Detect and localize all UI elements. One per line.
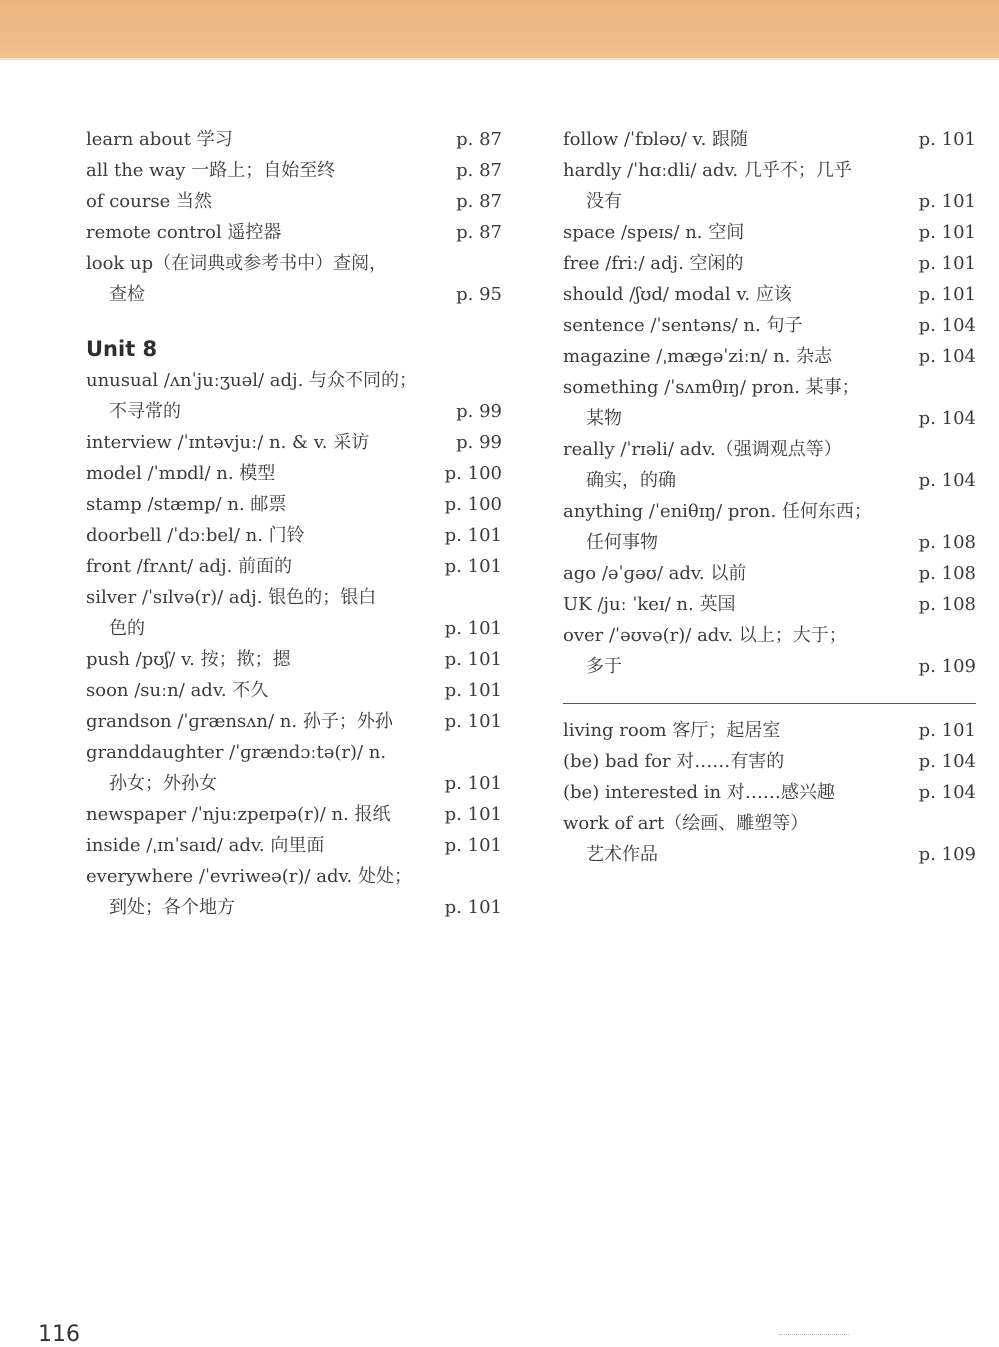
glossary-entry xyxy=(563,715,976,746)
page-reference: p. 104 xyxy=(918,470,976,491)
glossary-entry xyxy=(86,186,502,217)
right-column xyxy=(563,124,976,870)
entry-line xyxy=(563,839,976,870)
page-reference: p. 101 xyxy=(918,720,976,741)
glossary-entry xyxy=(86,830,502,861)
glossary-entry xyxy=(86,520,502,551)
entry-text: silver /ˈsɪlvə(r)/ adj. 银色的；银白 xyxy=(86,587,377,608)
entry-text: remote control 遥控器 xyxy=(86,222,282,243)
entry-line xyxy=(563,186,976,217)
entry-line xyxy=(86,458,502,489)
entry-text: doorbell /ˈdɔːbel/ n. 门铃 xyxy=(86,525,305,546)
entry-text: really /ˈrɪəli/ adv.（强调观点等） xyxy=(563,439,842,460)
glossary-entry xyxy=(563,808,976,870)
entry-text: everywhere /ˈevriweə(r)/ adv. 处处； xyxy=(86,866,412,887)
entry-line xyxy=(563,217,976,248)
page-reference: p. 104 xyxy=(918,408,976,429)
entry-line xyxy=(563,651,976,682)
entry-line xyxy=(86,737,502,768)
unit-heading: Unit 8 xyxy=(86,337,158,361)
entry-line xyxy=(563,746,976,777)
entry-line xyxy=(563,558,976,589)
page-reference: p. 101 xyxy=(444,649,502,670)
entry-text: 没有 xyxy=(586,191,622,212)
left-column xyxy=(86,124,502,923)
page-reference: p. 101 xyxy=(918,191,976,212)
glossary-entry xyxy=(563,341,976,372)
entry-line xyxy=(86,799,502,830)
entry-line xyxy=(86,489,502,520)
glossary-entry xyxy=(86,365,502,427)
entry-line xyxy=(86,675,502,706)
entry-line xyxy=(86,155,502,186)
page-reference: p. 87 xyxy=(456,160,502,181)
entry-line xyxy=(86,644,502,675)
entry-line xyxy=(563,372,976,403)
page-reference: p. 101 xyxy=(918,222,976,243)
page-reference: p. 101 xyxy=(444,773,502,794)
entry-line xyxy=(86,365,502,396)
glossary-entry xyxy=(86,737,502,799)
entry-line xyxy=(86,830,502,861)
entry-line xyxy=(563,155,976,186)
left-pre-entries xyxy=(86,124,502,310)
entry-line xyxy=(86,861,502,892)
glossary-entry xyxy=(563,496,976,558)
entry-text: over /ˈəʊvə(r)/ adv. 以上；大于； xyxy=(563,625,847,646)
entry-text: ago /əˈɡəʊ/ adv. 以前 xyxy=(563,563,747,584)
entry-text: push /pʊʃ/ v. 按；揿；摁 xyxy=(86,649,291,670)
glossary-entry xyxy=(563,217,976,248)
page-reference: p. 101 xyxy=(918,284,976,305)
entry-line xyxy=(563,527,976,558)
entry-text: (be) interested in 对……感兴趣 xyxy=(563,782,835,803)
page-reference: p. 108 xyxy=(918,532,976,553)
glossary-entry xyxy=(86,217,502,248)
glossary-entry xyxy=(86,644,502,675)
entry-text: hardly /ˈhɑːdli/ adv. 几乎不；几乎 xyxy=(563,160,852,181)
entry-line xyxy=(563,777,976,808)
glossary-entry xyxy=(86,458,502,489)
entry-text: 艺术作品 xyxy=(586,844,658,865)
page-reference: p. 109 xyxy=(918,844,976,865)
entry-text: space /speɪs/ n. 空间 xyxy=(563,222,745,243)
glossary-entry xyxy=(563,310,976,341)
entry-line xyxy=(86,427,502,458)
entry-line xyxy=(563,620,976,651)
entry-line xyxy=(86,768,502,799)
entry-text: should /ʃʊd/ modal v. 应该 xyxy=(563,284,792,305)
entry-line xyxy=(563,279,976,310)
glossary-entry xyxy=(563,777,976,808)
glossary-entry xyxy=(86,582,502,644)
entry-text: all the way 一路上；自始至终 xyxy=(86,160,336,181)
page-reference: p. 100 xyxy=(444,463,502,484)
glossary-entry xyxy=(563,279,976,310)
entry-text: learn about 学习 xyxy=(86,129,233,150)
entry-text: 不寻常的 xyxy=(109,401,181,422)
entry-text: 孙女；外孙女 xyxy=(109,773,217,794)
page-reference: p. 87 xyxy=(456,222,502,243)
page-reference: p. 101 xyxy=(444,618,502,639)
entry-text: something /ˈsʌmθɪŋ/ pron. 某事； xyxy=(563,377,860,398)
entry-line xyxy=(86,582,502,613)
entry-text: 任何事物 xyxy=(586,532,658,553)
glossary-entry xyxy=(86,489,502,520)
page-reference: p. 95 xyxy=(456,284,502,305)
page-reference: p. 104 xyxy=(918,315,976,336)
entry-line xyxy=(86,217,502,248)
entry-text: granddaughter /ˈɡrændɔːtə(r)/ n. xyxy=(86,742,387,763)
entry-text: interview /ˈɪntəvjuː/ n. & v. 采访 xyxy=(86,432,370,453)
entry-line xyxy=(86,520,502,551)
entry-text: 查检 xyxy=(109,284,145,305)
glossary-entry xyxy=(563,620,976,682)
entry-line xyxy=(563,808,976,839)
glossary-entry xyxy=(86,706,502,737)
entry-text: (be) bad for 对……有害的 xyxy=(563,751,785,772)
glossary-entry xyxy=(86,861,502,923)
glossary-entry xyxy=(563,248,976,279)
left-entries xyxy=(86,365,502,923)
right-entries xyxy=(563,124,976,682)
entry-text: sentence /ˈsentəns/ n. 句子 xyxy=(563,315,803,336)
header-color-band xyxy=(0,0,999,58)
entry-line xyxy=(563,124,976,155)
entry-text: front /frʌnt/ adj. 前面的 xyxy=(86,556,293,577)
glossary-entry xyxy=(86,427,502,458)
page-reference: p. 104 xyxy=(918,751,976,772)
entry-text: soon /suːn/ adv. 不久 xyxy=(86,680,269,701)
page-reference: p. 101 xyxy=(918,253,976,274)
entry-text: follow /ˈfɒləʊ/ v. 跟随 xyxy=(563,129,749,150)
entry-line xyxy=(86,892,502,923)
glossary-entry xyxy=(563,434,976,496)
entry-text: 到处；各个地方 xyxy=(109,897,235,918)
page-reference: p. 87 xyxy=(456,191,502,212)
page-reference: p. 101 xyxy=(444,711,502,732)
entry-line xyxy=(86,706,502,737)
entry-line xyxy=(563,496,976,527)
page-reference: p. 101 xyxy=(918,129,976,150)
page-reference: p. 108 xyxy=(918,563,976,584)
entry-text: UK /juː ˈkeɪ/ n. 英国 xyxy=(563,594,736,615)
entry-text: inside /ˌɪnˈsaɪd/ adv. 向里面 xyxy=(86,835,325,856)
glossary-entry xyxy=(86,551,502,582)
entry-text: 色的 xyxy=(109,618,145,639)
page-reference: p. 99 xyxy=(456,432,502,453)
glossary-entry xyxy=(86,675,502,706)
glossary-entry xyxy=(86,248,502,310)
page-reference: p. 99 xyxy=(456,401,502,422)
footer-decoration xyxy=(779,1334,849,1339)
entry-text: anything /ˈeniθɪŋ/ pron. 任何东西； xyxy=(563,501,872,522)
entry-line xyxy=(563,434,976,465)
page-reference: p. 104 xyxy=(918,782,976,803)
glossary-entry xyxy=(563,372,976,434)
entry-text: grandson /ˈɡrænsʌn/ n. 孙子；外孙 xyxy=(86,711,393,732)
entry-text: model /ˈmɒdl/ n. 模型 xyxy=(86,463,276,484)
entry-line xyxy=(86,396,502,427)
entry-line xyxy=(86,551,502,582)
glossary-entry xyxy=(86,155,502,186)
page-number: 116 xyxy=(38,1322,80,1347)
glossary-entry xyxy=(563,558,976,589)
entry-line xyxy=(86,248,502,279)
page-reference: p. 101 xyxy=(444,897,502,918)
entry-text: unusual /ʌnˈjuːʒuəl/ adj. 与众不同的； xyxy=(86,370,418,391)
entry-line xyxy=(563,248,976,279)
entry-line xyxy=(86,613,502,644)
page-reference: p. 101 xyxy=(444,835,502,856)
entry-line xyxy=(563,589,976,620)
entry-line xyxy=(86,186,502,217)
entry-text: magazine /ˌmæɡəˈziːn/ n. 杂志 xyxy=(563,346,833,367)
entry-line xyxy=(86,124,502,155)
glossary-entry xyxy=(563,589,976,620)
entry-line xyxy=(563,341,976,372)
entry-text: 确实，的确 xyxy=(586,470,676,491)
glossary-entry xyxy=(563,155,976,217)
entry-text: stamp /stæmp/ n. 邮票 xyxy=(86,494,287,515)
page-reference: p. 109 xyxy=(918,656,976,677)
glossary-entry xyxy=(563,746,976,777)
page-reference: p. 101 xyxy=(444,556,502,577)
entry-text: work of art（绘画、雕塑等） xyxy=(563,813,809,834)
page-reference: p. 108 xyxy=(918,594,976,615)
entry-text: newspaper /ˈnjuːzpeɪpə(r)/ n. 报纸 xyxy=(86,804,391,825)
entry-text: living room 客厅；起居室 xyxy=(563,720,781,741)
section-divider xyxy=(563,703,976,704)
entry-text: look up（在词典或参考书中）查阅， xyxy=(86,253,388,274)
entry-text: free /friː/ adj. 空闲的 xyxy=(563,253,744,274)
glossary-entry xyxy=(86,124,502,155)
page-reference: p. 101 xyxy=(444,804,502,825)
entry-text: 某物 xyxy=(586,408,622,429)
glossary-entry xyxy=(86,799,502,830)
entry-line xyxy=(563,310,976,341)
entry-text: of course 当然 xyxy=(86,191,212,212)
entry-line xyxy=(563,403,976,434)
entry-line xyxy=(86,279,502,310)
page-reference: p. 104 xyxy=(918,346,976,367)
page-reference: p. 101 xyxy=(444,680,502,701)
page-reference: p. 101 xyxy=(444,525,502,546)
page-reference: p. 87 xyxy=(456,129,502,150)
entry-text: 多于 xyxy=(586,656,622,677)
entry-line xyxy=(563,465,976,496)
glossary-entry xyxy=(563,124,976,155)
page-reference: p. 100 xyxy=(444,494,502,515)
entry-line xyxy=(563,715,976,746)
right-phrases xyxy=(563,715,976,870)
